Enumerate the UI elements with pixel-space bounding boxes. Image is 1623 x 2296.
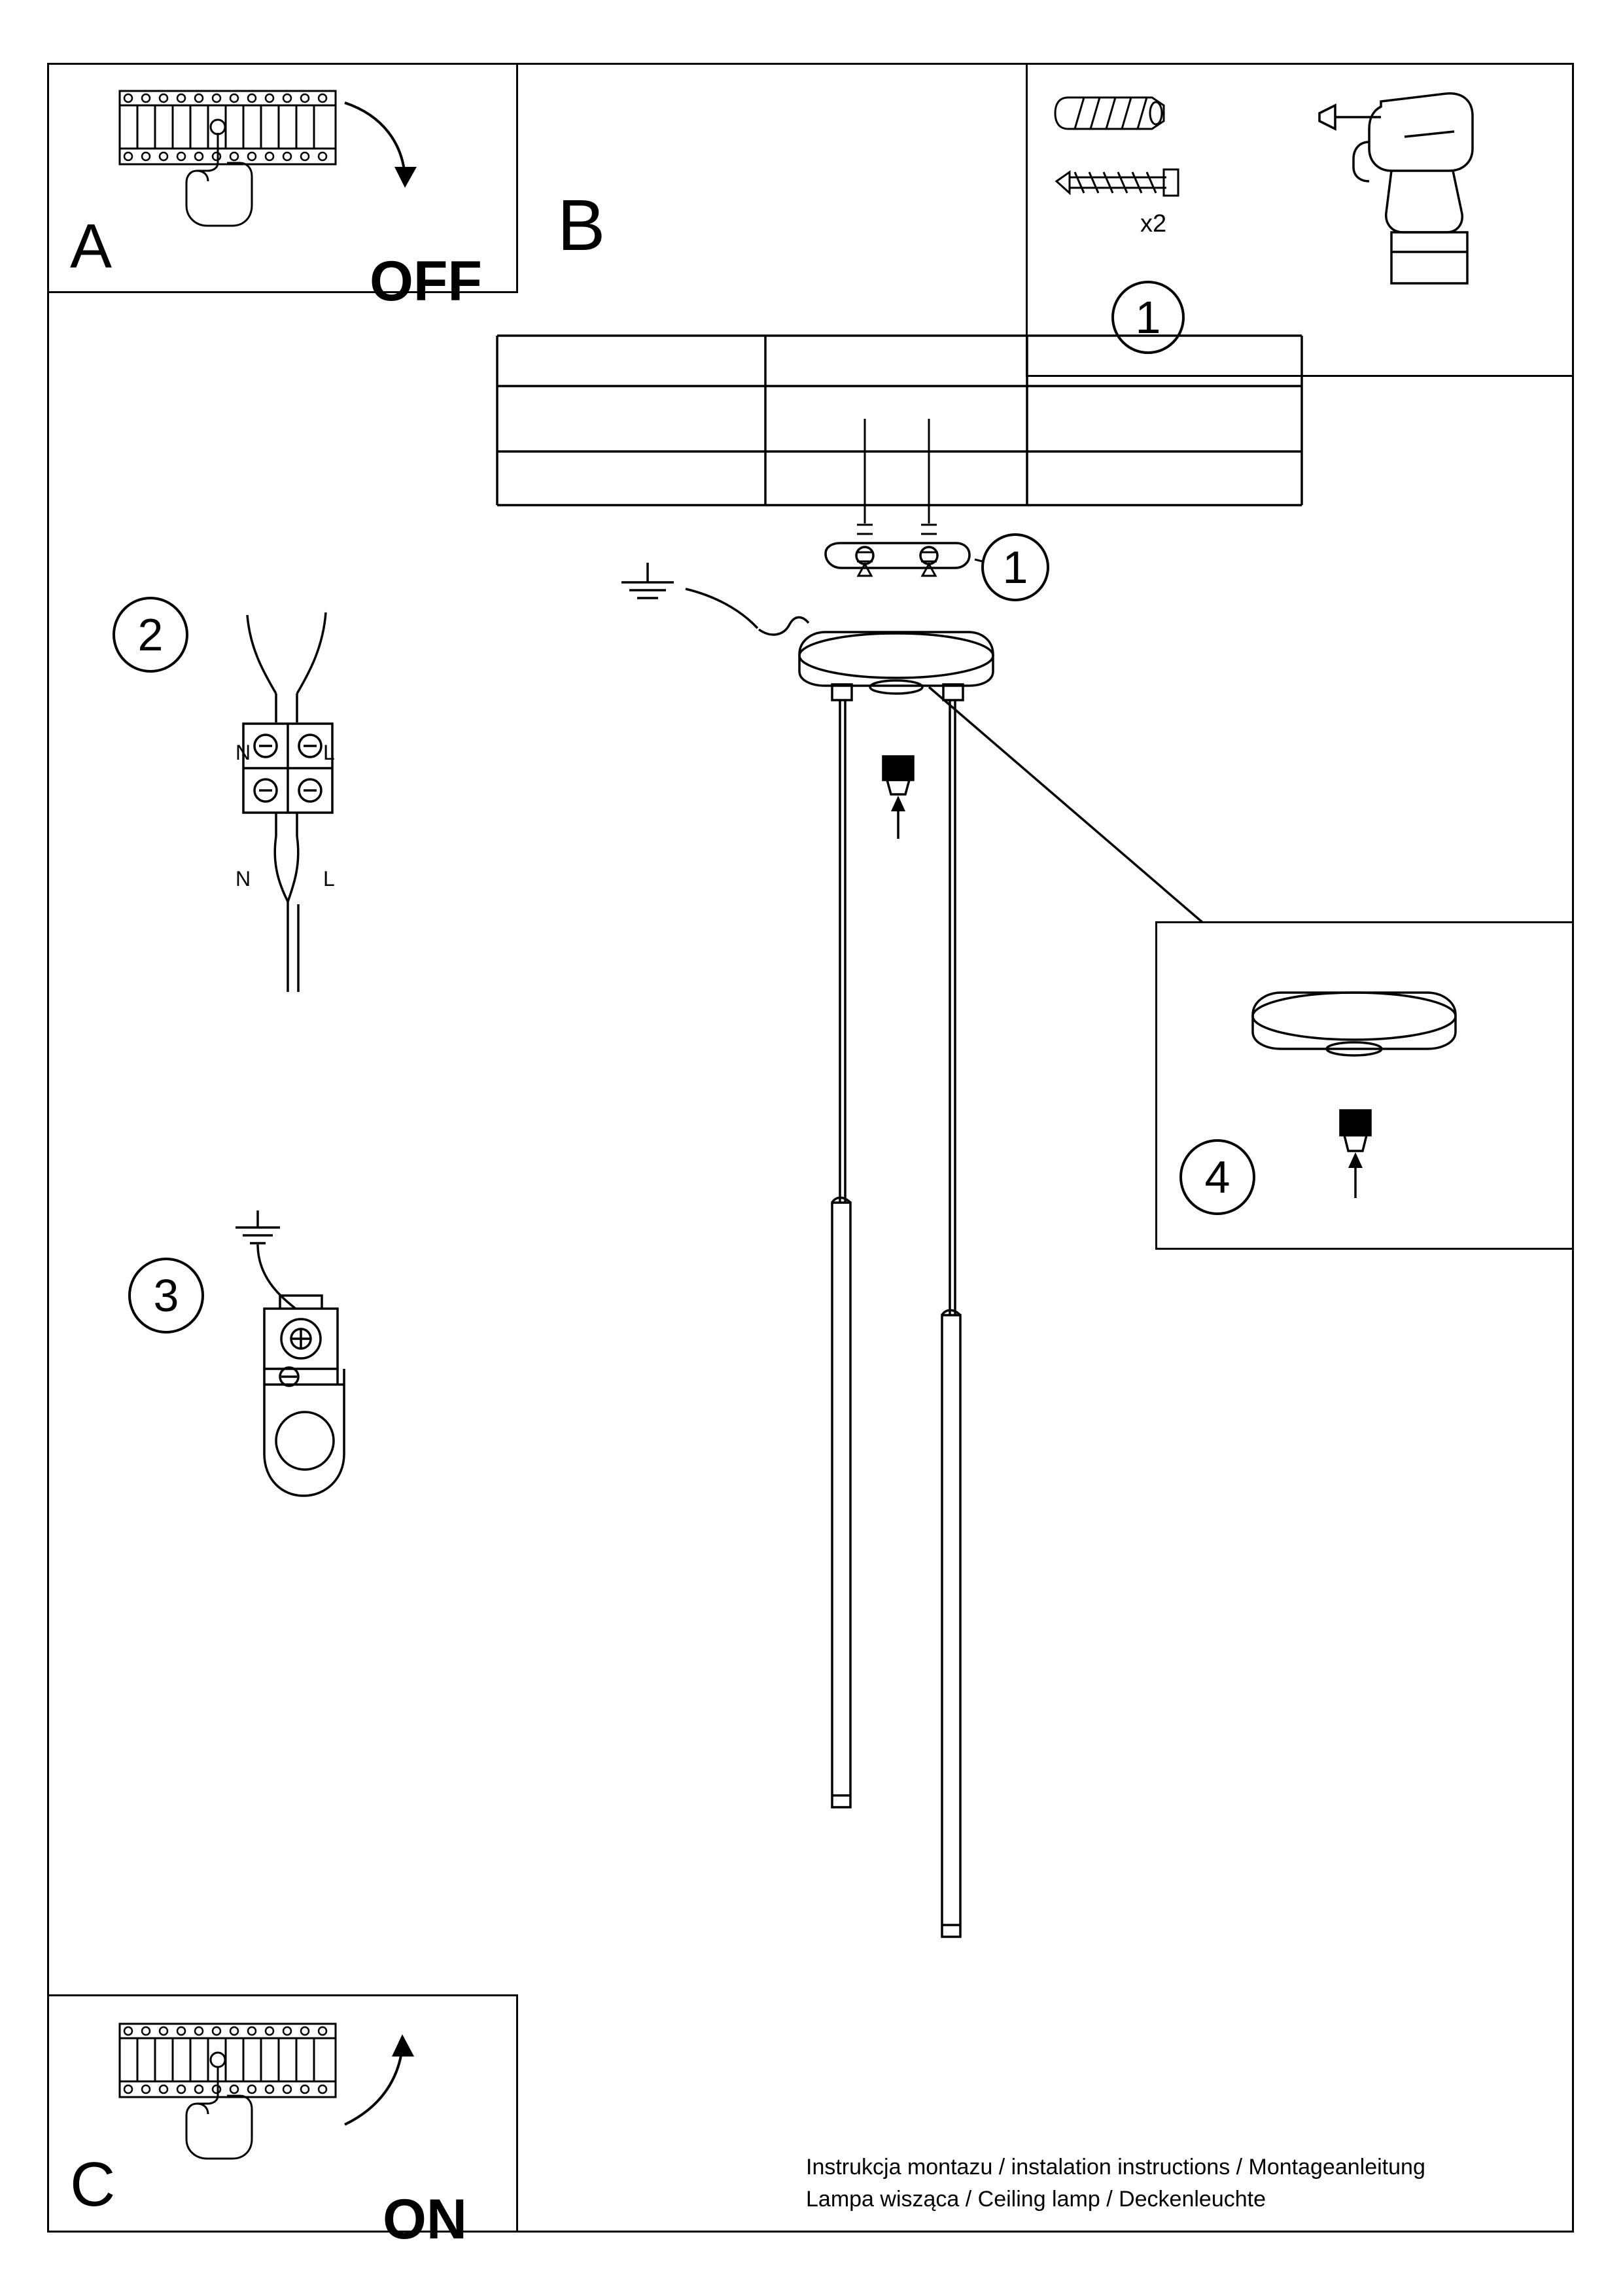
callout-4-number-label: 4: [1204, 1152, 1230, 1203]
callout-4-number: [1179, 1139, 1255, 1215]
step-a-letter: A: [70, 211, 113, 281]
callout-2-number-label: 2: [137, 609, 164, 660]
callout-3-number: [128, 1258, 204, 1333]
step-b-letter: B: [557, 185, 606, 266]
terminal-label-l-top: L: [323, 741, 335, 764]
footer-title: Instrukcja montazu / instalation instructions / Montageanleitung: [806, 2155, 1425, 2180]
terminal-label-l-bottom: L: [323, 867, 335, 891]
callout-4-box: [1155, 921, 1574, 1250]
earth-connector-illustration: [222, 1197, 412, 1538]
footer-text: [806, 2151, 1526, 2216]
callout-1-ceiling-number-label: 1: [1002, 542, 1028, 593]
callout-3-number-label: 3: [153, 1270, 179, 1321]
callout-1-parts-count: x2: [1140, 210, 1167, 238]
footer-subtitle: Lampa wisząca / Ceiling lamp / Deckenleuchte: [806, 2187, 1266, 2212]
callout-2-number: [113, 597, 188, 673]
step-c-box: [47, 1994, 518, 2251]
step-c-action-label: ON: [383, 2188, 467, 2251]
step-a-action-label: OFF: [370, 250, 482, 313]
terminal-label-n-bottom: N: [236, 867, 251, 891]
terminal-label-n-top: N: [236, 741, 251, 764]
step-c-letter: C: [70, 2149, 116, 2219]
callout-1-parts-number-label: 1: [1135, 292, 1161, 343]
terminal-block-illustration: [216, 609, 425, 1014]
callout-1-ceiling-number: [981, 533, 1049, 601]
